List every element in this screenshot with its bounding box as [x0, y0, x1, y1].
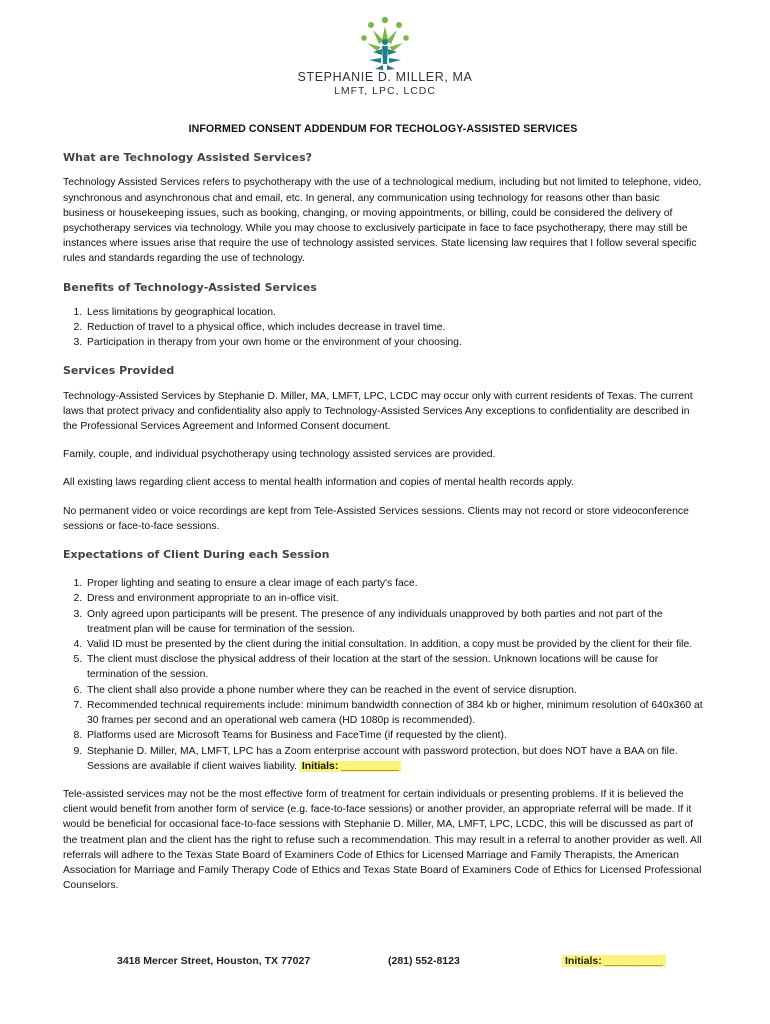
footer-initials-field[interactable]: Initials: __________ [562, 955, 666, 967]
list-item: 5. The client must disclose the physical address of their location at the start of the session. Unknown locations will be cause for termination of the session. [85, 652, 703, 682]
benefits-list [63, 305, 703, 351]
paragraph-services-4: No permanent video or voice recordings are kept from Tele-Assisted Services sessions. Clients may not record or store videoconference sessions or face-to-face sessions. [63, 505, 689, 532]
list-item: 4. Valid ID must be presented by the client during the initial consultation. In addition, a copy must be provided by the client for their file. [85, 637, 703, 652]
initials-field[interactable]: Initials: __________ [301, 760, 399, 772]
heading-benefits: Benefits of Technology-Assisted Services [63, 280, 317, 294]
list-item: 6. The client shall also provide a phone number where they can be reached in the event of service disruption. [85, 683, 703, 698]
list-item [85, 744, 703, 774]
list-item: 8. Platforms used are Microsoft Teams for Business and FaceTime (if requested by the client). [85, 728, 703, 743]
paragraph-services-3: All existing laws regarding client access to mental health information and copies of mental health records apply. [63, 477, 574, 489]
footer-address: 3418 Mercer Street, Houston, TX 77027 [117, 955, 311, 967]
document-body [63, 122, 703, 906]
practitioner-name: STEPHANIE D. MILLER, MA [297, 70, 473, 84]
tree-people-logo-icon [355, 14, 415, 74]
footer [0, 955, 770, 971]
expectations-list [63, 576, 703, 774]
list-item: 1. Less limitations by geographical location. [85, 305, 703, 320]
list-item: 1. Proper lighting and seating to ensure a clear image of each party's face. [85, 576, 703, 591]
document-title: INFORMED CONSENT ADDENDUM FOR TECHOLOGY-ASSISTED SERVICES [188, 123, 578, 135]
list-item: 7. Recommended technical requirements include: minimum bandwidth connection of 384 kb or higher, minimum resolution of 640x360 at 30 frames per second and an operational web camera (HD 1080p is recommended). [85, 698, 703, 728]
list-item: 3. Participation in therapy from your own home or the environment of your choosing. [85, 335, 703, 350]
heading-expectations: Expectations of Client During each Session [63, 548, 330, 562]
paragraph-services-1: Technology-Assisted Services by Stephanie D. Miller, MA, LMFT, LPC, LCDC may occur only with current residents of Texas. The current laws that protect privacy and confidentiality also apply to Technology-Assisted Services Any exceptions to confidentiality are described in the Professional Services Agreement and Informed Consent document. [63, 390, 693, 433]
heading-services: Services Provided [63, 364, 175, 378]
list-item: 2. Reduction of travel to a physical office, which includes decrease in travel time. [85, 320, 703, 335]
practitioner-credentials: LMFT, LPC, LCDC [334, 85, 436, 97]
list-item: 2. Dress and environment appropriate to an in-office visit. [85, 591, 703, 606]
footer-phone: (281) 552-8123 [388, 955, 460, 967]
heading-what: What are Technology Assisted Services? [63, 151, 313, 165]
list-item-text: Stephanie D. Miller, MA, LMFT, LPC has a Zoom enterprise account with password protection, but does NOT have a BAA on file. Sessions are available if client waives liability. [87, 745, 678, 772]
list-item: 3. Only agreed upon participants will be present. The presence of any individuals unapproved by both parties and not part of the treatment plan will be cause for termination of the session. [85, 607, 703, 637]
paragraph-what: Technology Assisted Services refers to psychotherapy with the use of a technological medium, including but not limited to telephone, video, synchronous and asynchronous chat and email, etc. In general, any communication using technology for reasons other than basic business or housekeeping issues, such as booking, changing, or moving appointments, or billing, could be considered the delivery of psychotherapy services via technology. While you may choose to exclusively participate in face to face psychotherapy, there may still be instances where issues arise that require the use of technology assisted services. State licensing law requires that I follow several specific rules and standards regarding the use of technology. [63, 177, 702, 265]
paragraph-services-2: Family, couple, and individual psychotherapy using technology assisted services are provided. [63, 449, 496, 461]
paragraph-closing: Tele-assisted services may not be the most effective form of treatment for certain individuals or presenting problems. If it is believed the client would benefit from another form of service (e.g. face-to-face sessions) or another provider, an appropriate referral will be made. If it would be beneficial for occasional face-to-face sessions with Stephanie D. Miller, MA, LMFT, LPC, LCDC, this will be discussed as part of the treatment plan and the client has the right to refuse such a recommendation. This may result in a referral to another provider as well. All referrals will adhere to the Texas State Board of Examiners Code of Ethics for Licensed Marriage and Family Therapists, the American Association for Marriage and Family Therapy Code of Ethics and Texas State Board of Examiners Code of Ethics for Licensed Professional Counselors. [63, 788, 702, 892]
